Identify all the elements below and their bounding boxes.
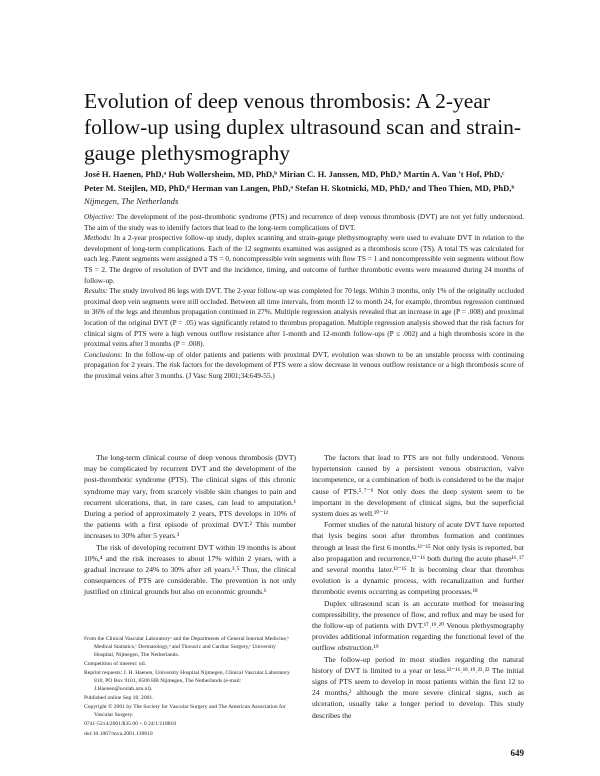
page-number: 649 <box>510 748 524 758</box>
body-paragraph: Duplex ultrasound scan is an accurate method for measuring compressibility, the presence of flow, and reflux and may be used for the follow-up of patients with DVT.¹⁷˒¹⁹˒²⁰ Venous plethysmography provides additional information regarding the functional level of the outflow obstruction.¹⁹ <box>312 598 524 653</box>
body-column-right <box>312 452 524 721</box>
abstract-text: In a 2-year prospective follow-up study, duplex scanning and strain-gauge plethysmography were used to evaluate DVT in relation to the development of long-term complications. Each of the 12 segments examined was assigned as a thrombosis score (TS). A total TS was calculated for each leg. Patent segments were assigned a TS = 0, noncompressible vein segments with flow TS = 1 and noncompressible vein segments without flow TS = 2. The degree of resolution of DVT and the incidence, timing, and outcome of further thrombotic events were measured during 24 months of follow-up. <box>84 233 524 285</box>
abstract-text: The development of the post-thrombotic syndrome (PTS) and recurrence of deep venous thrombosis (DVT) are not yet fully understood. The aim of the study was to identify factors that lead to the long-term complications of DVT. <box>84 212 524 232</box>
footnote: Published online Sep 18, 2001. <box>84 695 154 702</box>
footnote: 0741-5214/2001/$35.00 + 0 24/1/118810 <box>84 721 177 728</box>
abstract-label: Methods: <box>84 233 112 243</box>
footnote: Reprint requests: J. H. Haenen, University Hospital Nijmegen, Clinical Vascular Laboratory 810, PO Box 9101, 6500 HB Nijmegen, The Netherlands (e-mail: J.Haenen@ocslab.azn.nl). <box>84 670 290 692</box>
abstract-label: Conclusions: <box>84 349 123 359</box>
article-title: Evolution of deep venous thrombosis: A 2-year follow-up using duplex ultrasound scan and strain-gauge plethysmography <box>84 89 522 165</box>
footnote: From the Clinical Vascular Laboratoryᵃ and the Departments of General Internal Medicine,ᵇ Medical Statistics,ᶜ Dermatology,ᵈ and Thoracic and Cardiac Surgery,ᵉ University Hospital, Nijmegen, The Netherlands. <box>84 636 290 658</box>
body-column-left <box>84 452 296 598</box>
author-names: José H. Haenen, PhD,ᵃ Hub Wollersheim, MD, PhD,ᵇ Mirian C. H. Janssen, MD, PhD,ᵇ Martin A. Van 't Hof, PhD,ᶜ Peter M. Steijlen, MD, PhD,ᵈ Herman van Langen, PhD,ᵃ Stefan H. Skotnicki, MD, PhD,ᵉ and Theo Thien, MD, PhD,ᵇ <box>84 169 515 193</box>
footnote: Copyright © 2001 by The Society for Vascular Surgery and The American Association for Vascular Surgery. <box>84 704 286 719</box>
abstract-text: In the follow-up of older patients and patients with proximal DVT, evolution was shown to be an unstable process with continuing propagation for 2 years. The risk factors for the development of PTS were a slow decrease in venous outflow resistance or a high thrombosis score of the proximal veins after 3 months. (J Vasc Surg 2001;34:649-55.) <box>84 349 524 380</box>
abstract-objective <box>84 212 524 233</box>
body-paragraph: Former studies of the natural history of acute DVT have reported that lysis begins soon after thrombus formation and continues through at least the first 6 months.¹³⁻¹⁵ Not only lysis is reported, but also propagation and recurrence,¹³⁻¹⁶ both during the acute phase¹⁶˒¹⁷ and several months later.¹³⁻¹⁵ It is becoming clear that thrombus evolution is a dynamic process, with recanalization and further thrombotic events occurring as competing processes.¹⁸ <box>312 520 524 597</box>
abstract-methods <box>84 233 524 286</box>
body-paragraph: The factors that lead to PTS are not fully understood. Venous hypertension caused by a persistent venous obstruction, valve incompetence, or a combination of both is considered to be the major cause of PTS.⁵˒⁷⁻⁹ Not only does the deep system seem to be important in the development of clinical signs, but the superficial system does as well.¹⁰⁻¹² <box>312 453 524 519</box>
footnotes <box>84 636 296 740</box>
body-paragraph: The risk of developing recurrent DVT within 19 months is about 10%,⁴ and the risk increases to about 17% within 2 years, with a gradual increase to 24% to 30% after ≥8 years.³˒⁵ Thus, the clinical consequences of PTS are considerable. The prevention is not only justified on clinical grounds but also on economic grounds.⁶ <box>84 542 296 597</box>
abstract <box>84 212 524 382</box>
footnote: doi:10.1067/mva.2001.118810 <box>84 730 153 737</box>
footnote: Competition of interest: nil. <box>84 660 147 667</box>
body-paragraph: The follow-up period in most studies regarding the natural history of DVT is limited to a year or less.¹³⁻¹⁶˒¹⁸˒¹⁹˒²¹˒²² The initial signs of PTS seem to develop in most patients within the first 12 to 24 months,² although the more severe clinical signs, such as ulceration, usually take a longer period to develop. This study describes the <box>312 654 524 720</box>
abstract-label: Results: <box>84 286 108 296</box>
abstract-conclusions <box>84 350 524 382</box>
abstract-text: The study involved 86 legs with DVT. The 2-year follow-up was completed for 70 legs. Within 3 months, only 1% of the originally occluded proximal deep vein segments were still occluded. Between all time intervals, from month 12 to month 24, for example, thrombus regression continued in 36% of the legs and thrombus propagation continued in 27%. Multiple regression analysis revealed that an increase in age (P = .008) and proximal location of the original DVT (P = .05) was significantly related to thrombus propagation. Multiple regression analysis showed that the risk factors for clinical signs of PTS were a high venous outflow resistance after 1-month and 12-month follow-ups (P ≤ .002) and a high thrombosis score in the proximal veins after 3 months (P = .008). <box>84 286 524 349</box>
author-affiliation: Nijmegen, The Netherlands <box>84 196 179 206</box>
body-paragraph: The long-term clinical course of deep venous thrombosis (DVT) may be complicated by recurrent DVT and the development of the post-thrombotic syndrome (PTS). The clinical signs of this chronic syndrome may vary, from scarcely visible skin changes to pain and recurrent ulcerations, that, in rare cases, can lead to amputation.¹ During a period of approximately 2 years, PTS develops in 10% of the patients with a first episode of proximal DVT.² This number increases to 30% after 5 years.³ <box>84 453 296 541</box>
author-list <box>84 168 524 209</box>
abstract-results <box>84 286 524 350</box>
abstract-label: Objective: <box>84 212 115 221</box>
